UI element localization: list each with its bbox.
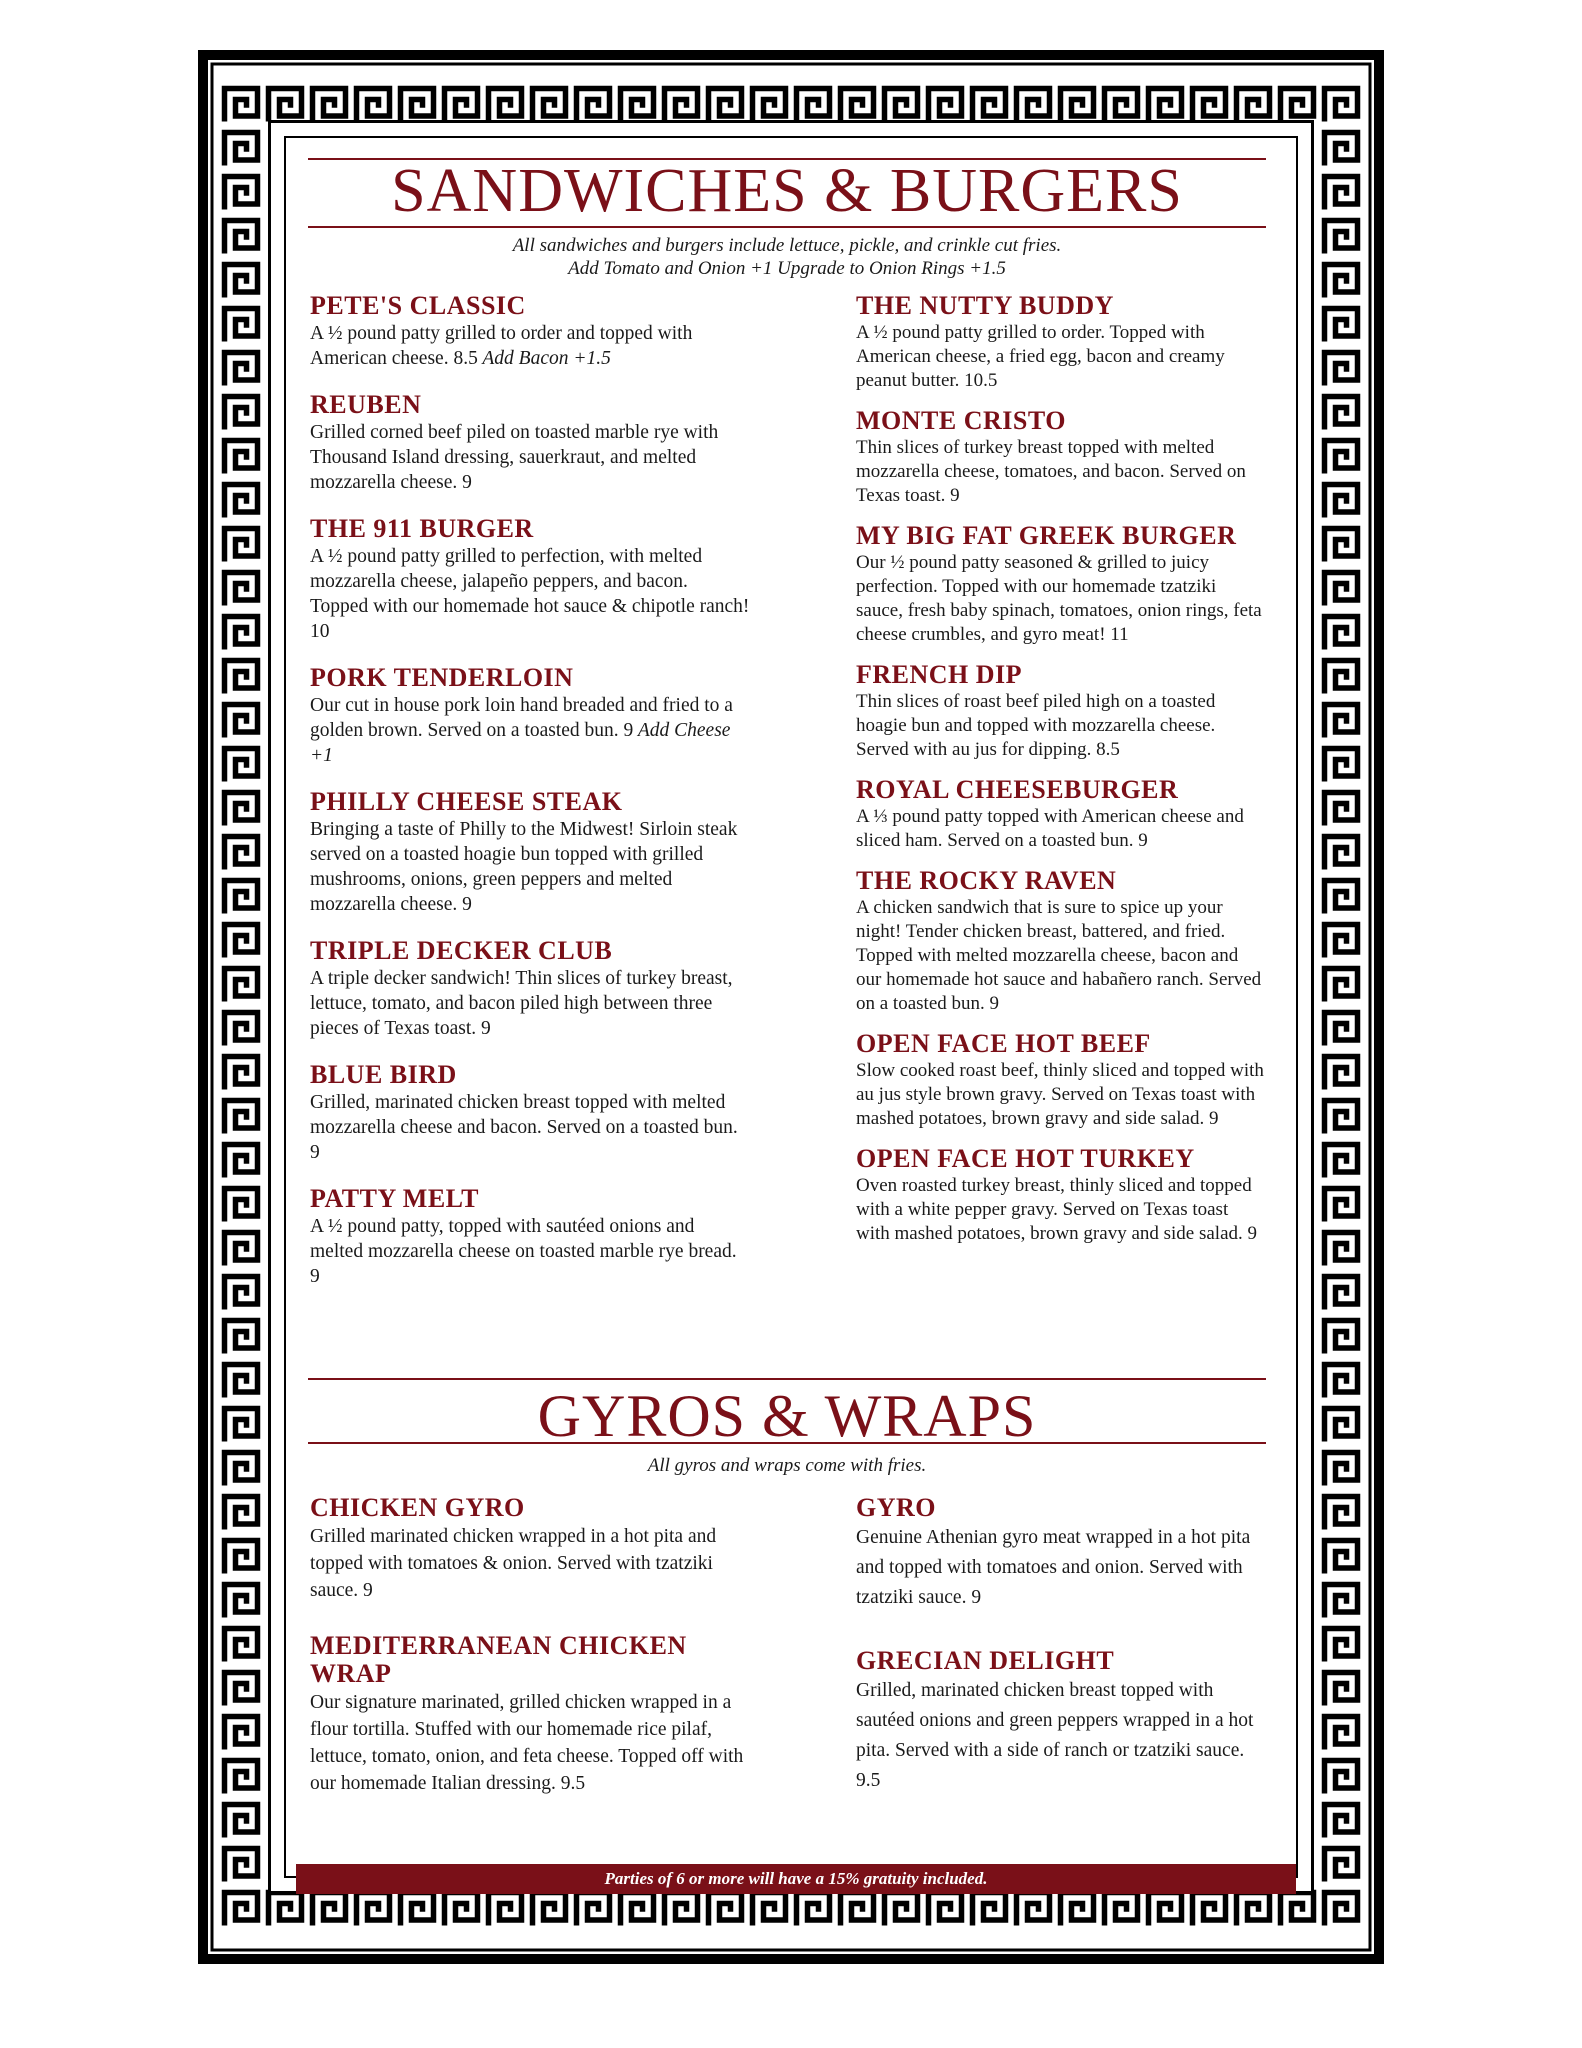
menu-item [310,292,750,371]
menu-item-description: Grilled corned beef piled on toasted marble rye with Thousand Island dressing, sauerkraut, and melted mozzarella cheese. 9 [310,422,719,493]
title-rule-bottom [308,1442,1266,1444]
menu-item-name: PATTY MELT [310,1184,479,1213]
menu-item [310,1185,750,1289]
menu-item [310,391,750,495]
menu-item-description: A ½ pound patty grilled to order and topped with American cheese. 8.5 Add Bacon +1.5 [310,323,693,369]
menu-item-description: Oven roasted turkey breast, thinly sliced and topped with a white pepper gravy. Served on Texas toast with mashed potatoes, brown gravy and side salad. 9 [856,1175,1258,1244]
menu-item [310,1061,750,1165]
menu-item-description: Grilled, marinated chicken breast topped with melted mozzarella cheese and bacon. Served on a toasted bun. 9 [310,1092,738,1163]
menu-item-description: Slow cooked roast beef, thinly sliced and topped with au jus style brown gravy. Served on Texas toast with mashed potatoes, brown gravy and side salad. 9 [856,1060,1264,1129]
menu-item-name: OPEN FACE HOT BEEF [856,1029,1151,1058]
menu-item [856,1030,1266,1131]
menu-item-description: A ½ pound patty grilled to order. Topped with American cheese, a fried egg, bacon and creamy peanut butter. 10.5 [856,322,1225,391]
menu-item [856,661,1266,762]
menu-item-description: Our cut in house pork loin hand breaded and fried to a golden brown. Served on a toasted bun. 9 Add Cheese +1 [310,695,733,766]
gratuity-footer: Parties of 6 or more will have a 15% gratuity included. [296,1864,1296,1894]
menu-item-addon: Add Bacon +1.5 [477,348,611,369]
section-note-sandwiches [308,234,1266,280]
menu-item [856,1494,1266,1613]
menu-item [856,1647,1266,1796]
menu-item-description: A triple decker sandwich! Thin slices of turkey breast, lettuce, tomato, and bacon piled high between three pieces of Texas toast. 9 [310,968,733,1039]
menu-item [310,1632,750,1797]
menu-item [310,1494,750,1604]
menu-item-name: THE NUTTY BUDDY [856,291,1114,320]
section-title-sandwiches: SANDWICHES & BURGERS [391,157,1183,225]
menu-item [856,407,1266,508]
menu-item-name: OPEN FACE HOT TURKEY [856,1144,1195,1173]
menu-item-name: BLUE BIRD [310,1060,457,1089]
gyros-left-column [310,1494,750,1797]
section-title-gyros: GYROS & WRAPS [537,1383,1037,1449]
menu-item [856,292,1266,393]
menu-item-name: THE ROCKY RAVEN [856,866,1117,895]
menu-item-name: PORK TENDERLOIN [310,663,574,692]
menu-item-name: GYRO [856,1493,936,1522]
menu-item-name: MONTE CRISTO [856,406,1066,435]
menu-item-addon: Add Cheese +1 [310,720,731,766]
menu-item [856,522,1266,647]
menu-item-description: Genuine Athenian gyro meat wrapped in a hot pita and topped with tomatoes and onion. Served with tzatziki sauce. 9 [856,1527,1251,1608]
menu-item-description: A ⅓ pound patty topped with American cheese and sliced ham. Served on a toasted bun. 9 [856,806,1244,851]
menu-item [310,515,750,644]
menu-item-description: Grilled marinated chicken wrapped in a hot pita and topped with tomatoes & onion. Served with tzatziki sauce. 9 [310,1526,717,1601]
menu-item [310,664,750,768]
menu-item-name: MY BIG FAT GREEK BURGER [856,521,1237,550]
gyros-right-column [856,1494,1266,1796]
menu-item-name: CHICKEN GYRO [310,1493,525,1522]
menu-item-description: Thin slices of roast beef piled high on a toasted hoagie bun and topped with mozzarella cheese. Served with au jus for dipping. 8.5 [856,691,1216,760]
menu-item-name: PHILLY CHEESE STEAK [310,787,623,816]
note-line: All gyros and wraps come with fries. [647,1455,927,1476]
menu-item-name: THE 911 BURGER [310,514,534,543]
menu-item-description: Bringing a taste of Philly to the Midwest! Sirloin steak served on a toasted hoagie bun topped with grilled mushrooms, onions, green peppers and melted mozzarella cheese. 9 [310,819,738,915]
menu-item [310,788,750,917]
menu-item-description: Thin slices of turkey breast topped with melted mozzarella cheese, tomatoes, and bacon. Served on Texas toast. 9 [856,437,1246,506]
menu-item-description: Grilled, marinated chicken breast topped with sautéed onions and green peppers wrapped in a hot pita. Served with a side of ranch or tzatziki sauce. 9.5 [856,1680,1254,1791]
menu-item-description: A ½ pound patty grilled to perfection, with melted mozzarella cheese, jalapeño peppers, and bacon. Topped with our homemade hot sauce & chipotle ranch! 10 [310,546,750,642]
menu-item-description: Our ½ pound patty seasoned & grilled to juicy perfection. Topped with our homemade tzatziki sauce, fresh baby spinach, tomatoes, onion rings, feta cheese crumbles, and gyro meat! 11 [856,552,1262,645]
section-note-gyros [308,1454,1266,1477]
note-line: Add Tomato and Onion +1 Upgrade to Onion Rings +1.5 [568,258,1006,279]
menu-item-description: A chicken sandwich that is sure to spice up your night! Tender chicken breast, battered, and fried. Topped with melted mozzarella cheese, bacon and our homemade hot sauce and habañero ranch. Served on a toasted bun. 9 [856,897,1262,1014]
title-rule-top [308,1378,1266,1380]
sandwiches-left-column [310,292,750,1289]
menu-item [856,1145,1266,1246]
menu-item-name: FRENCH DIP [856,660,1023,689]
title-rule-bottom [308,226,1266,228]
menu-item-description: A ½ pound patty, topped with sautéed onions and melted mozzarella cheese on toasted marble rye bread. 9 [310,1216,737,1287]
menu-item-name: ROYAL CHEESEBURGER [856,775,1179,804]
menu-item-name: GRECIAN DELIGHT [856,1646,1115,1675]
note-line: All sandwiches and burgers include lettuce, pickle, and crinkle cut fries. [512,235,1062,256]
menu-item [856,776,1266,853]
menu-item-name: REUBEN [310,390,422,419]
menu-item-name: TRIPLE DECKER CLUB [310,936,613,965]
sandwiches-right-column [856,292,1266,1246]
menu-item-description: Our signature marinated, grilled chicken wrapped in a flour tortilla. Stuffed with our homemade rice pilaf, lettuce, tomato, onion, and feta cheese. Topped off with our homemade Italian dressing. 9.5 [310,1692,744,1794]
menu-item [856,867,1266,1016]
menu-item-name: PETE'S CLASSIC [310,291,526,320]
menu-item-name: MEDITERRANEAN CHICKEN WRAP [310,1631,687,1688]
menu-item [310,937,750,1041]
